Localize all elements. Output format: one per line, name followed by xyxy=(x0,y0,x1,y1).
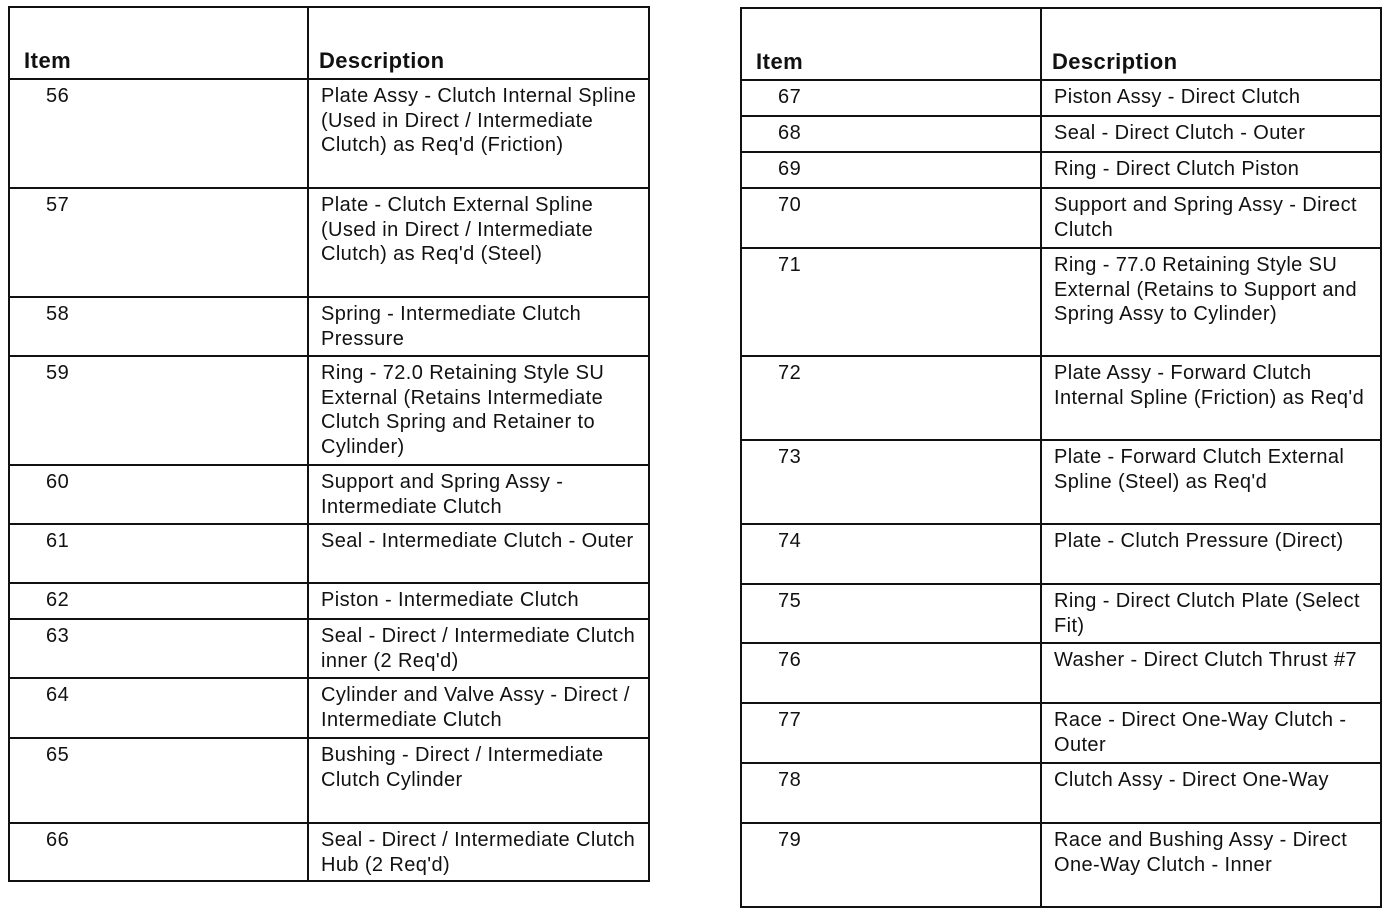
parts-table-left xyxy=(8,6,650,882)
item-description: Seal - Direct Clutch - Outer xyxy=(1041,116,1381,152)
item-description: Plate - Clutch Pressure (Direct) xyxy=(1041,524,1381,584)
table-row xyxy=(741,440,1381,524)
item-description: Cylinder and Valve Assy - Direct / Intermediate Clutch xyxy=(308,678,649,738)
item-number: 76 xyxy=(741,643,1041,703)
item-number: 74 xyxy=(741,524,1041,584)
table-row xyxy=(9,823,649,881)
table-header-row xyxy=(9,7,649,79)
item-number: 66 xyxy=(9,823,308,881)
item-description: Seal - Intermediate Clutch - Outer xyxy=(308,524,649,583)
item-number: 79 xyxy=(741,823,1041,907)
table-row xyxy=(741,80,1381,116)
item-number: 60 xyxy=(9,465,308,524)
item-number: 61 xyxy=(9,524,308,583)
item-description: Clutch Assy - Direct One-Way xyxy=(1041,763,1381,823)
table-row xyxy=(741,584,1381,643)
table-row xyxy=(741,823,1381,907)
item-number: 64 xyxy=(9,678,308,738)
table-row xyxy=(9,583,649,619)
item-description: Spring - Intermediate Clutch Pressure xyxy=(308,297,649,356)
item-number: 57 xyxy=(9,188,308,297)
table-row xyxy=(9,619,649,678)
item-description: Race and Bushing Assy - Direct One-Way Clutch - Inner xyxy=(1041,823,1381,907)
item-number: 68 xyxy=(741,116,1041,152)
table-row xyxy=(741,356,1381,440)
table-row xyxy=(9,678,649,738)
item-number: 65 xyxy=(9,738,308,823)
item-number: 73 xyxy=(741,440,1041,524)
table-row xyxy=(741,152,1381,188)
item-number: 63 xyxy=(9,619,308,678)
item-description: Race - Direct One-Way Clutch - Outer xyxy=(1041,703,1381,763)
table-row xyxy=(9,524,649,583)
table-row xyxy=(9,356,649,465)
item-description: Ring - Direct Clutch Plate (Select Fit) xyxy=(1041,584,1381,643)
table-row xyxy=(9,465,649,524)
table-row xyxy=(741,524,1381,584)
item-description: Ring - 72.0 Retaining Style SU External (Retains Intermediate Clutch Spring and Retainer to Cylinder) xyxy=(308,356,649,465)
table-row xyxy=(741,703,1381,763)
table-row xyxy=(9,79,649,188)
item-number: 78 xyxy=(741,763,1041,823)
item-number: 75 xyxy=(741,584,1041,643)
table-row xyxy=(741,763,1381,823)
table-header-row xyxy=(741,8,1381,80)
table-row xyxy=(9,738,649,823)
item-column-header: Item xyxy=(9,7,308,79)
item-description: Seal - Direct / Intermediate Clutch Hub (2 Req'd) xyxy=(308,823,649,881)
item-description: Ring - Direct Clutch Piston xyxy=(1041,152,1381,188)
item-description: Seal - Direct / Intermediate Clutch inner (2 Req'd) xyxy=(308,619,649,678)
item-number: 69 xyxy=(741,152,1041,188)
item-description: Plate - Forward Clutch External Spline (Steel) as Req'd xyxy=(1041,440,1381,524)
item-description: Bushing - Direct / Intermediate Clutch Cylinder xyxy=(308,738,649,823)
item-number: 59 xyxy=(9,356,308,465)
item-description: Support and Spring Assy - Intermediate Clutch xyxy=(308,465,649,524)
item-description: Plate Assy - Forward Clutch Internal Spline (Friction) as Req'd xyxy=(1041,356,1381,440)
item-number: 62 xyxy=(9,583,308,619)
item-number: 70 xyxy=(741,188,1041,248)
item-description: Piston Assy - Direct Clutch xyxy=(1041,80,1381,116)
item-description: Support and Spring Assy - Direct Clutch xyxy=(1041,188,1381,248)
item-description: Ring - 77.0 Retaining Style SU External (Retains to Support and Spring Assy to Cylinder) xyxy=(1041,248,1381,356)
item-description: Plate Assy - Clutch Internal Spline (Used in Direct / Intermediate Clutch) as Req'd (Friction) xyxy=(308,79,649,188)
table-row xyxy=(741,643,1381,703)
item-number: 56 xyxy=(9,79,308,188)
parts-table-right xyxy=(740,7,1382,908)
item-description: Piston - Intermediate Clutch xyxy=(308,583,649,619)
item-number: 58 xyxy=(9,297,308,356)
item-description: Washer - Direct Clutch Thrust #7 xyxy=(1041,643,1381,703)
table-row xyxy=(741,248,1381,356)
table-row xyxy=(9,297,649,356)
item-column-header: Item xyxy=(741,8,1041,80)
description-column-header: Description xyxy=(1041,8,1381,80)
item-description: Plate - Clutch External Spline (Used in Direct / Intermediate Clutch) as Req'd (Steel) xyxy=(308,188,649,297)
item-number: 67 xyxy=(741,80,1041,116)
table-row xyxy=(9,188,649,297)
table-row xyxy=(741,188,1381,248)
item-number: 77 xyxy=(741,703,1041,763)
description-column-header: Description xyxy=(308,7,649,79)
item-number: 72 xyxy=(741,356,1041,440)
item-number: 71 xyxy=(741,248,1041,356)
table-row xyxy=(741,116,1381,152)
